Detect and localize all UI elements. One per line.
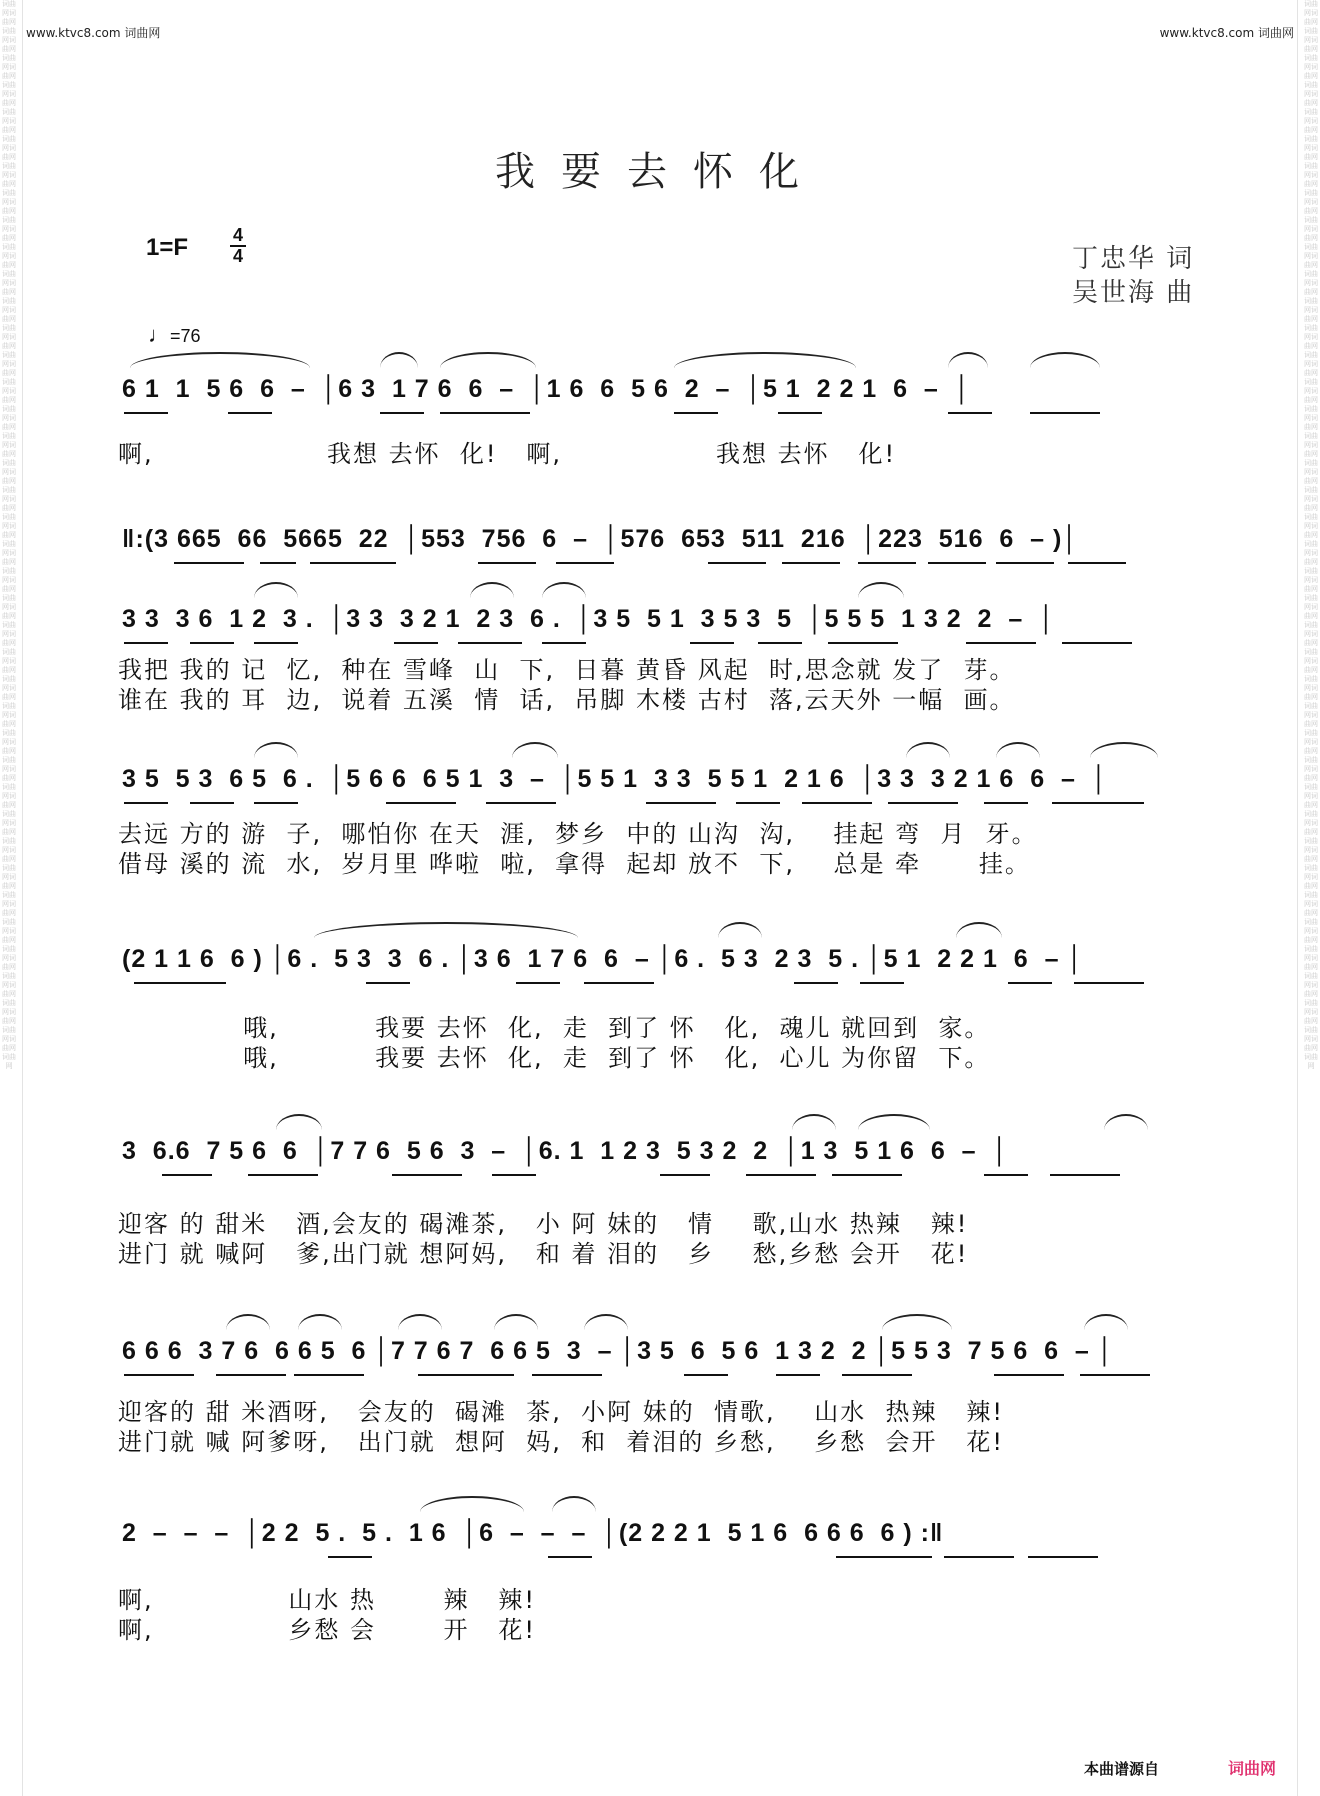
notes-line-7: 6 6 6 3 7 6 6 6 5 6 │7 7 6 7 6 6 5 3 – │3 5 6 5 6 1 3 2 2 │5 5 3 7 5 6 6 – │ [122,1337,1115,1365]
lyric-line: 啊, 山水 热 辣 辣! [118,1586,536,1614]
notes-line-2: ‖:(3 665 66 5665 22 │553 756 6 – │576 653 511 216 │223 516 6 – )│ [122,525,1079,553]
lyricist-credit: 丁忠华 词 [1072,244,1195,274]
song-title: 我要去怀化 [495,149,825,195]
lyric-line: 我把 我的 记 忆, 种在 雪峰 山 下, 日暮 黄昏 风起 时,思念就 发了 芽。 [118,656,1016,684]
notes-line-8: 2 – – – │2 2 5 . 5 . 1 6 │6 – – – │(2 2 2 1 5 1 6 6 6 6 6 ) :‖ [122,1519,944,1547]
tempo-value: =76 [170,326,201,346]
notes-line-5: (2 1 1 6 6 ) │6 . 5 3 3 6 . │3 6 1 7 6 6 – │6 . 5 3 2 3 5 . │5 1 2 2 1 6 – │ [122,945,1085,973]
key-signature: 1=F [146,234,189,261]
left-frame-line [22,0,23,1796]
lyric-line: 借母 溪的 流 水, 岁月里 哗啦 啦, 拿得 起却 放不 下, 总是 牵 挂。 [118,850,1031,878]
lyric-line: 谁在 我的 耳 边, 说着 五溪 情 话, 吊脚 木楼 古村 落,云天外 一幅 画。 [118,686,1016,714]
lyric-line: 啊, 我想 去怀 化! 啊, 我想 去怀 化! [118,440,897,468]
tempo-marking [148,322,201,348]
quarter-note-icon: ♩ [148,322,170,347]
source-label: 本曲谱源自 [1084,1761,1160,1778]
time-signature-top: 4 [232,225,243,245]
notes-line-1: 6 1 1 5 6 6 – │6 3 1 7 6 6 – │1 6 6 5 6 2 – │5 1 2 2 1 6 – │ [122,375,972,403]
notes-line-4: 3 5 5 3 6 5 6 . │5 6 6 6 5 1 3 – │5 5 1 3 3 5 5 1 2 1 6 │3 3 3 2 1 6 6 – │ [122,765,1109,793]
margin-watermark-right: 词曲网词曲网词曲网词曲网词曲网词曲网词曲网词曲网词曲网词曲网词曲网词曲网词曲网词曲网词曲网词曲网词曲网词曲网词曲网词曲网词曲网词曲网词曲网词曲网词曲网词曲网词曲网词曲网词曲网词曲网词曲网词曲网词曲网词曲网词曲网词曲网词曲网词曲网词曲网词曲网词曲网词曲网词曲网词曲网词曲网词曲网词曲网词曲网词曲网词曲网词曲网词曲网词曲网词曲网词曲网词曲网词曲网词曲网词曲网词曲网词曲网词曲网词曲网词曲网词曲网词曲网词曲网词曲网词曲网词曲网词曲网词曲网词曲网词曲网词曲网词曲网词曲网词曲网词曲网 [1304,0,1318,1070]
time-signature-bottom: 4 [232,246,243,266]
composer-credit: 吴世海 曲 [1072,278,1195,308]
slur [1104,1114,1148,1130]
source-brand-link[interactable]: 词曲网 [1228,1761,1277,1778]
slur [1030,352,1100,368]
header-url-right[interactable]: www.ktvc8.com 词曲网 [1159,26,1294,40]
lyric-line: 啊, 乡愁 会 开 花! [118,1616,536,1644]
lyric-line: 进门 就 喊阿 爹,出门就 想阿妈, 和 着 泪的 乡 愁,乡愁 会开 花! [118,1240,969,1268]
header-url-left[interactable]: www.ktvc8.com 词曲网 [26,26,161,40]
notes-line-6: 3 6.6 7 5 6 6 │7 7 6 5 6 3 – │6. 1 1 2 3 5 3 2 2 │1 3 5 1 6 6 – │ [122,1137,1010,1165]
lyric-line: 进门就 喊 阿爹呀, 出门就 想阿 妈, 和 着泪的 乡愁, 乡愁 会开 花! [118,1428,1004,1456]
lyric-line: 迎客 的 甜米 酒,会友的 碣滩茶, 小 阿 妹的 情 歌,山水 热辣 辣! [118,1210,969,1238]
lyric-line: 哦, 我要 去怀 化, 走 到了 怀 化, 心儿 为你留 下。 [118,1044,991,1072]
time-signature [229,226,247,266]
lyric-line: 迎客的 甜 米酒呀, 会友的 碣滩 茶, 小阿 妹的 情歌, 山水 热辣 辣! [118,1398,1004,1426]
lyric-line: 去远 方的 游 子, 哪怕你 在天 涯, 梦乡 中的 山沟 沟, 挂起 弯 月 牙。 [118,820,1038,848]
notes-line-3: 3 3 3 6 1 2 3 . │3 3 3 2 1 2 3 6 . │3 5 5 1 3 5 3 5 │5 5 5 1 3 2 2 – │ [122,605,1056,633]
right-frame-line [1297,0,1298,1796]
margin-watermark-left: 词曲网词曲网词曲网词曲网词曲网词曲网词曲网词曲网词曲网词曲网词曲网词曲网词曲网词曲网词曲网词曲网词曲网词曲网词曲网词曲网词曲网词曲网词曲网词曲网词曲网词曲网词曲网词曲网词曲网词曲网词曲网词曲网词曲网词曲网词曲网词曲网词曲网词曲网词曲网词曲网词曲网词曲网词曲网词曲网词曲网词曲网词曲网词曲网词曲网词曲网词曲网词曲网词曲网词曲网词曲网词曲网词曲网词曲网词曲网词曲网词曲网词曲网词曲网词曲网词曲网词曲网词曲网词曲网词曲网词曲网词曲网词曲网词曲网词曲网词曲网词曲网词曲网词曲网词曲网 [2,0,16,1070]
lyric-line: 哦, 我要 去怀 化, 走 到了 怀 化, 魂儿 就回到 家。 [118,1014,991,1042]
